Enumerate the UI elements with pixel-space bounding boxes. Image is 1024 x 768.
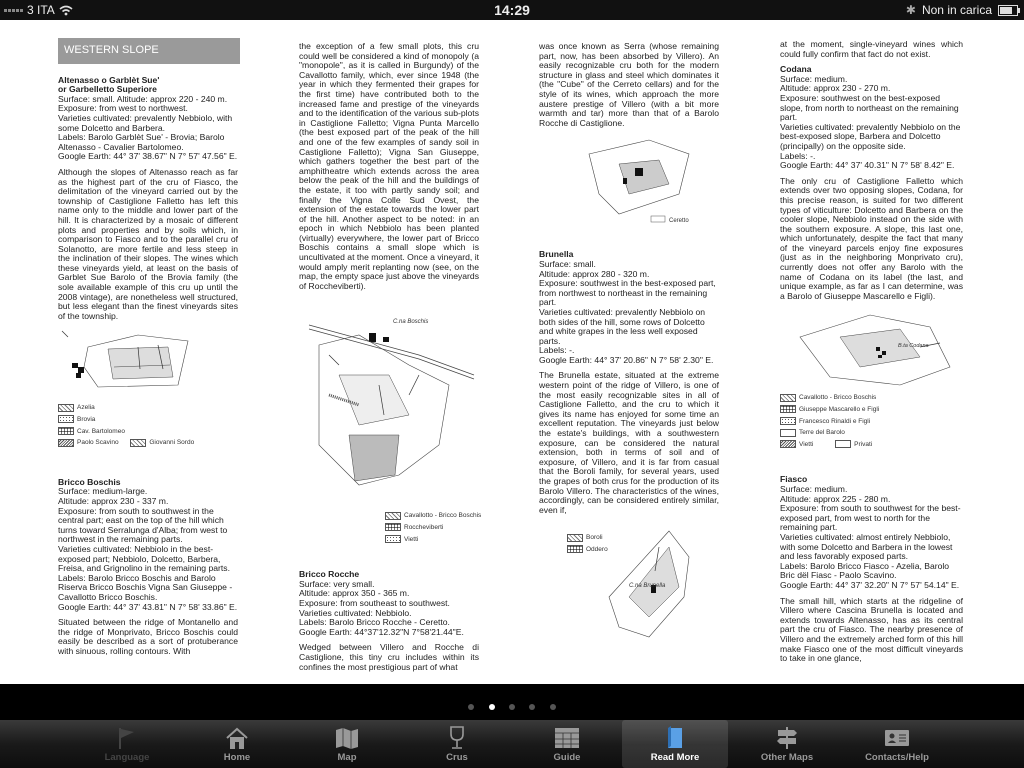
- legend-item: Oddero: [567, 545, 608, 555]
- entry-exposure: Exposure: southwest in the best-exposed part, from northwest to northeast in the remaining part.: [539, 278, 716, 308]
- entry-body: Although the slopes of Altenasso reach as far as the highest part of the cru of Fiasco, the delimitation of the vineyard carried out by the township of Castiglione Falletto has left this name only to the middle and lower part of the hill. It is characterized by a mosaic of different plots and properties and by soils which, in comparison to Fiasco and to the parallel cru of Solanotto, are more fertile and less steep in the inclination of their slopes. The wines which these vineyards yield, at least on the basis of Garblet Sue Barolo of the Brovia family (the sole available example of this cru up until the 2008 vintage), are nonetheless well structured, but less elegant than the finest vineyards sites of the township.: [58, 166, 238, 321]
- entry-labels: Labels: Barolo Bricco Boschis and Barolo Riserva Bricco Boschis Vigna San Giuseppe - Cavallotto Bricco Boschis.: [58, 572, 233, 602]
- legend-item: Terre del Barolo: [780, 428, 963, 438]
- page-dot[interactable]: [468, 704, 474, 710]
- page-dot[interactable]: [550, 704, 556, 710]
- flag-icon: [114, 726, 140, 750]
- section-header: WESTERN SLOPE: [58, 38, 240, 64]
- entry-body: The small hill, which starts at the ridgeline of Villero where Cascina Brunella is located and extends towards Altenasso, has as its central part the cru of Fiasco. The nearby presence of Villero and the extremely arched form of this hill make Fiasco one of the most difficult vineyards to take in one glance,: [780, 595, 963, 664]
- entry-labels: Labels: Barolo Bricco Rocche - Ceretto.: [299, 617, 450, 628]
- codana-map: [780, 307, 960, 387]
- entry-varieties: Varieties cultivated: prevalently Nebbiolo, with some Dolcetto and Barbera.: [58, 112, 233, 133]
- map-icon: [334, 726, 360, 750]
- battery-icon: [998, 5, 1018, 16]
- legend-item: Cav. Bartolomeo: [58, 427, 238, 437]
- page-dot-active[interactable]: [489, 704, 495, 710]
- legend-swatch: [58, 427, 74, 435]
- page-indicator-bar: [0, 684, 1024, 720]
- legend-item: Giuseppe Mascarello e Figli: [780, 405, 963, 415]
- entry-varieties: Varieties cultivated: prevalently Nebbiolo on the best-exposed slope, Barbera and Dolcetto (principally) on the opposite side.: [780, 121, 961, 151]
- entry-exposure: Exposure: from southeast to southwest.: [299, 598, 450, 608]
- legend-item: Brovia: [58, 415, 238, 425]
- entry-labels: Labels: -.: [780, 150, 816, 161]
- legend-swatch: [780, 394, 796, 402]
- column-3: [539, 42, 719, 651]
- contact-card-icon: [884, 726, 910, 750]
- entry-title: Bricco Boschis: [58, 476, 121, 487]
- entry-body: The Brunella estate, situated at the extreme western point of the ridge of Villero, is one of the most easily recognizable sites in all of Castiglione Falletto, and the cru to which it gives its name has enjoyed for some time an excellent reputation. The vineyards just below the estate's buildings, with a southwestern exposure, can be considered the natural extension, both in terms of soil and of exposure, of Villero, and it is far from casual that the Boroli family, for several years, used the grapes of both crus for the production of its Barolo Villero. The characteristics of the wines, accordingly, can be considered entirely similar, even if,: [539, 370, 719, 515]
- map-place-label: C.na Boschis: [393, 319, 429, 326]
- column-4: [780, 40, 963, 670]
- entry-exposure: Exposure: from south to southwest for the best-exposed part, from west to north for the remaining part.: [780, 503, 961, 533]
- entry-title: Altenasso o Garblèt Sue': [58, 74, 160, 85]
- legend-swatch: [130, 439, 146, 447]
- entry-google-earth: Google Earth: 44° 37' 20.86" N 7° 58' 2.30" E.: [539, 354, 714, 365]
- tab-other-maps[interactable]: Other Maps: [732, 720, 842, 768]
- entry-labels: Labels: Barolo Bricco Fiasco - Azelia, Barolo Bric dël Fiasc - Paolo Scavino.: [780, 560, 950, 581]
- page-dot[interactable]: [509, 704, 515, 710]
- tab-bar: [0, 720, 1024, 768]
- entry-surface: Surface: medium-large.: [58, 486, 148, 497]
- legend-swatch: [835, 440, 851, 448]
- column-1: [58, 38, 238, 663]
- entry-google-earth: Google Earth: 44° 37' 38.67" N 7° 57' 47.56" E.: [58, 151, 238, 162]
- legend-swatch: [58, 415, 74, 423]
- entry-altitude: Altitude: approx 280 - 320 m.: [539, 268, 650, 279]
- legend-swatch: [567, 534, 583, 542]
- map-legend: [780, 393, 963, 449]
- wine-glass-icon: [444, 726, 470, 750]
- entry-subtitle: or Garbelletto Superiore: [58, 84, 157, 95]
- brunella-map-area: [539, 521, 719, 651]
- entry-labels: Labels: -.: [539, 345, 575, 356]
- entry-varieties: Varieties cultivated: Nebbiolo in the best-exposed part; Nebbiolo, Dolcetto, Barbera, Freisa, and Grignolino in the remaining parts.: [58, 543, 230, 574]
- entry-body: the exception of a few small plots, this cru could well be considered a kind of monopoly (a "monopole", as it is called in Burgundy) of the Cavallotto family, which, ever since 1948 (the year in which they fermented their grapes for the first time) have contributed both to the increased fame and prestige of the vineyards and to the identification of the various sub-plots in Castiglione Falletto; Vigna Punta Marcello (the best exposed part of the peak of the hill and one of the few examples of sandy soil in Castiglione Falletto); Vigna San Giuseppe, which gathers together the best part of the amphitheatre which extends across the area below the peak of the hill and the buildings of the estate, it too with partly sandy soil; and finally the Vigna Colle Sud Ovest, the extension of the estate towards the lower part of the hill. Another aspect to be noted: in an epoch in which Nebbiolo has been planted (virtually) everywhere, the lower part of Bricco Boschis contains a small slope which is uncultivated at the moment. Once a vineyard, it would amply merit replanting now (see, on the map, the empty space just above the vineyards of Roccheviberti).: [299, 41, 479, 291]
- entry-body: The only cru of Castiglione Falletto which extends over two opposing slopes, Codana, for this precise reason, is suited for two different types of viticulture: Dolcetto and Barbera on the cooler slope, Nebbiolo instead on the side with the southern exposure. A slope, this last one, which unfortunately, despite the fact that many of the vineyard parcels enjoy fine exposures (just as in the neighboring Monprivato cru), currently does not offer any Barolo with the name of Codana on its label (the last, and unique example, as far as I can determine, was a Barolo of Giuseppe Mascarello e Figli).: [780, 175, 963, 301]
- tab-guide[interactable]: Guide: [512, 720, 622, 768]
- home-icon: [224, 726, 250, 750]
- legend-item: Azelia: [58, 403, 238, 413]
- entry-exposure: Exposure: from west to northwest.: [58, 103, 188, 114]
- page-dot[interactable]: [529, 704, 535, 710]
- map-legend: [58, 403, 238, 447]
- legend-label: Ceretto: [669, 218, 689, 225]
- entry-altitude: Altitude: approx 230 - 337 m.: [58, 496, 169, 506]
- tab-crus[interactable]: Crus: [402, 720, 512, 768]
- entry-surface: Surface: medium.: [780, 73, 848, 84]
- page-indicator[interactable]: [0, 697, 1024, 715]
- entry-labels: Labels: Barolo Garblèt Sue' - Brovia; Barolo Altenasso - Cavalier Bartolomeo.: [58, 132, 225, 152]
- entry-title: Bricco Rocche: [299, 569, 360, 580]
- tab-language[interactable]: Language: [72, 720, 182, 768]
- clock: 14:29: [494, 2, 530, 18]
- entry-surface: Surface: small.: [539, 258, 596, 269]
- entry-varieties: Varieties cultivated: almost entirely Nebbiolo, with some Dolcetto and Barbera in the lowest and less favorably exposed parts.: [780, 531, 953, 562]
- entry-body: was once known as Serra (whose remaining part, now, has been absorbed by Villero). An easily recognizable cru both for the modern structure in glass and steel which dominates it (the "Cube" of the Cerreto cellars) and for the style of its wines, which approach the more austere prestige of Villero (with a bit more warmth and tar) more than that of a Barolo Rocche di Castiglione.: [539, 41, 719, 128]
- entry-altitude: Altitude: approx 350 - 365 m.: [299, 588, 410, 599]
- entry-title: Fiasco: [780, 474, 808, 485]
- legend-item: Francesco Rinaldi e Figli: [780, 417, 963, 427]
- entry-title: Brunella: [539, 249, 574, 260]
- entry-altitude: Altitude: approx 225 - 280 m.: [780, 493, 891, 504]
- legend-swatch: [385, 535, 401, 543]
- legend-swatch: [58, 439, 74, 447]
- tab-read-more[interactable]: Read More: [622, 720, 728, 768]
- column-2: [299, 41, 482, 678]
- entry-surface: Surface: very small.: [299, 578, 375, 589]
- map-legend: [385, 511, 482, 544]
- tab-contacts-help[interactable]: Contacts/Help: [842, 720, 952, 768]
- entry-google-earth: Google Earth: 44° 37' 40.31" N 7° 58' 8.42" E.: [780, 160, 955, 171]
- legend-item: Vietti Privati: [780, 440, 963, 450]
- signpost-icon: [774, 726, 800, 750]
- legend-swatch: [567, 545, 583, 553]
- map-place-label: B.ta Codana: [898, 343, 929, 350]
- legend-item: Paolo Scavino Giovanni Sordo: [58, 438, 238, 448]
- status-right: [906, 3, 1018, 17]
- battery-status-label: Non in carica: [921, 3, 992, 17]
- carrier-label: 3 ITA: [27, 3, 55, 17]
- legend-item: Cavallotto - Bricco Boschis: [385, 511, 479, 521]
- legend-swatch: [780, 417, 796, 425]
- status-bar: [0, 0, 1024, 20]
- entry-google-earth: Google Earth: 44°37'12.32"N 7°58'21.44"E.: [299, 626, 464, 637]
- entry-altitude: Altitude: approx 230 - 270 m.: [780, 83, 891, 94]
- book-page[interactable]: [0, 20, 1024, 684]
- book-icon: [662, 726, 688, 750]
- entry-exposure: Exposure: from south to southwest in the central part; east on the top of the hill which turns toward Serralunga d'Alba; from west to northwest in the remaining parts.: [58, 505, 228, 545]
- entry-body: Situated between the ridge of Montanello and the ridge of Monprivato, Bricco Boschis could easily be described as a sort of protuberance with sinuous, rolling contours. With: [58, 617, 238, 656]
- entry-varieties: Varieties cultivated: Nebbiolo.: [299, 607, 412, 618]
- tab-home[interactable]: Home: [182, 720, 292, 768]
- legend-swatch: [385, 523, 401, 531]
- entry-body: Wedged between Villero and Rocche di Castiglione, this tiny cru includes within its confines the most prestigious part of what: [299, 642, 479, 672]
- bluetooth-icon: ✱: [905, 3, 916, 17]
- legend-item: Cavallotto - Bricco Boschis: [780, 393, 963, 403]
- entry-google-earth: Google Earth: 44° 37' 32.20" N 7° 57' 54.14" E.: [780, 579, 960, 590]
- legend-item: Boroli: [567, 533, 608, 543]
- entry-body: at the moment, single-vineyard wines which could fully confirm that fact do not exist.: [780, 39, 963, 59]
- brunella-map: [589, 527, 709, 647]
- entry-exposure: Exposure: southwest on the best-exposed slope, from north to northeast on the remaining part.: [780, 92, 959, 123]
- bricco-rocche-map: [559, 134, 709, 224]
- entry-title: Codana: [780, 64, 812, 75]
- legend-swatch: [780, 440, 796, 448]
- map-place-label: C.na Brunella: [629, 583, 666, 590]
- entry-surface: Surface: medium.: [780, 484, 848, 494]
- legend-swatch: [385, 512, 401, 520]
- entry-google-earth: Google Earth: 44° 37' 43.81" N 7° 58' 33.86" E.: [58, 601, 238, 612]
- legend-item: Vietti: [385, 535, 479, 545]
- legend-swatch: [780, 429, 796, 437]
- legend-swatch: [780, 405, 796, 413]
- entry-surface: Surface: small. Altitude: approx 220 - 240 m.: [58, 93, 228, 104]
- legend-item: Roccheviberti: [385, 523, 479, 533]
- legend-swatch: [58, 404, 74, 412]
- entry-varieties: Varieties cultivated: prevalently Nebbiolo on both sides of the hill, some rows of Dolcetto and white grapes in the less well exposed parts.: [539, 306, 706, 346]
- bricco-boschis-map: [299, 305, 479, 505]
- guide-icon: [554, 726, 580, 750]
- tab-map[interactable]: Map: [292, 720, 402, 768]
- altenasso-map: [58, 327, 198, 397]
